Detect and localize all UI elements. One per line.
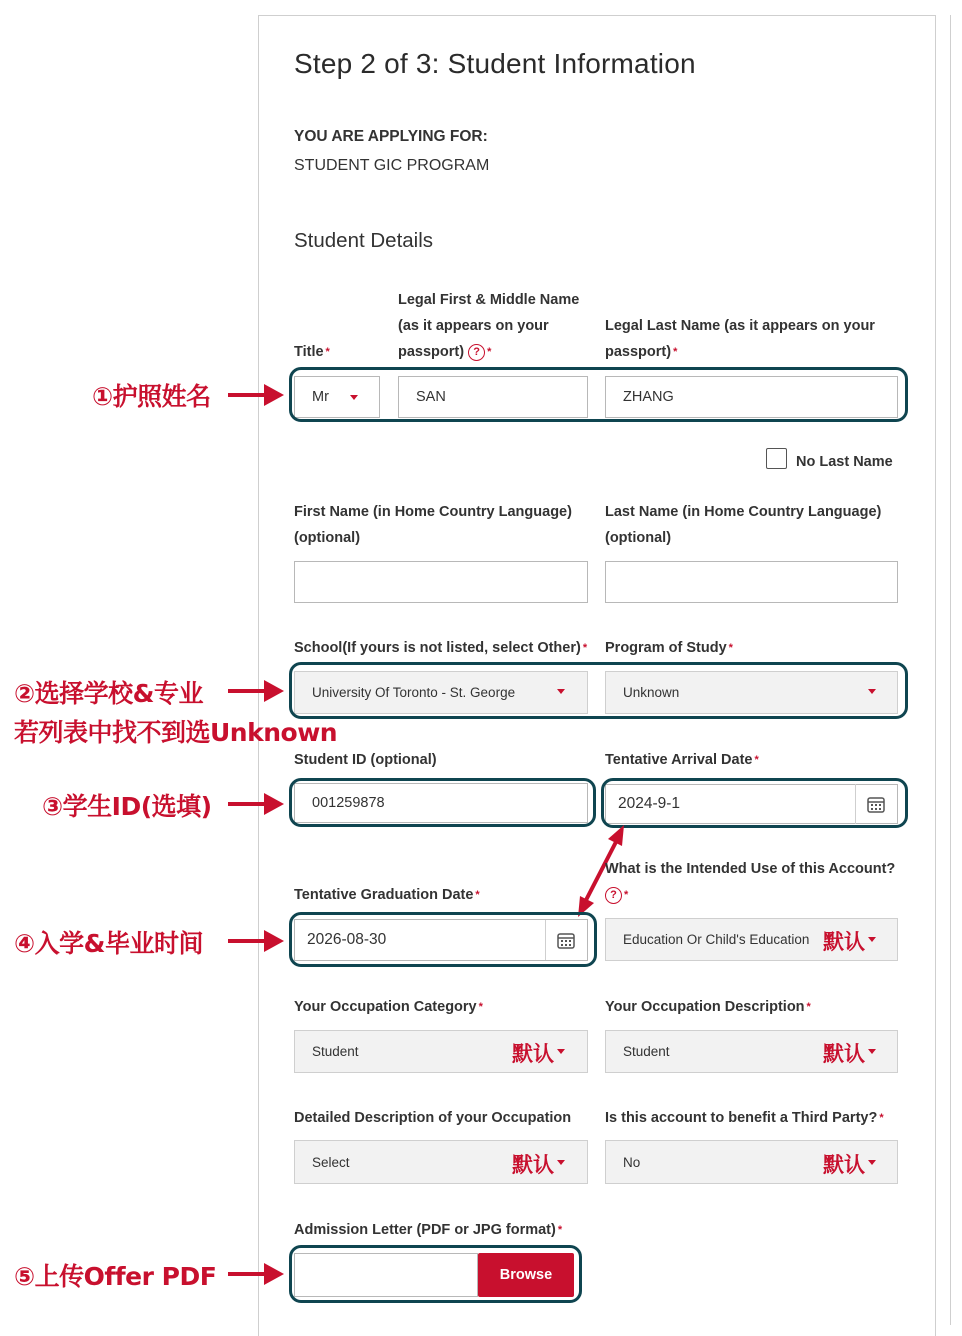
- title-label: Title *: [294, 344, 330, 360]
- chevron-down-icon: [868, 1160, 876, 1165]
- highlight-graduation: [289, 912, 597, 967]
- annotation-upload: ⑤上传Offer PDF: [14, 1262, 217, 1291]
- first-name-label: Legal First & Middle Name (as it appears on your passport) ? *: [398, 292, 580, 360]
- default-tag: 默认: [512, 1042, 554, 1066]
- student-id-input[interactable]: 001259878: [294, 783, 588, 823]
- chevron-down-icon: [557, 1049, 565, 1054]
- arrow-line: [228, 802, 268, 806]
- highlight-arrival: [601, 778, 908, 828]
- arrow-line: [228, 1272, 268, 1276]
- last-name-input[interactable]: ZHANG: [605, 376, 898, 418]
- third-party-select[interactable]: No: [605, 1140, 898, 1184]
- highlight-school: [289, 662, 908, 719]
- school-select[interactable]: University Of Toronto - St. George: [294, 671, 588, 714]
- home-first-label: First Name (in Home Country Language) (optional): [294, 504, 572, 546]
- arrow-line: [228, 689, 268, 693]
- arrival-label: Tentative Arrival Date *: [605, 752, 759, 768]
- arrow-right-icon: [264, 930, 284, 952]
- detailed-desc-select[interactable]: Select: [294, 1140, 588, 1184]
- default-tag: 默认: [512, 1153, 554, 1177]
- annotation-unknown-hint: 若列表中找不到选Unknown: [14, 718, 338, 747]
- annotation-dates: ④入学&毕业时间: [14, 929, 203, 958]
- highlight-student-id: [289, 778, 596, 827]
- arrow-line: [228, 393, 268, 397]
- highlight-admission: [289, 1245, 582, 1303]
- student-id-label: Student ID (optional): [294, 752, 437, 768]
- chevron-down-icon: [868, 937, 876, 942]
- arrow-line: [228, 939, 268, 943]
- occupation-category-label: Your Occupation Category *: [294, 999, 483, 1015]
- arrow-right-icon: [264, 680, 284, 702]
- highlight-name: [289, 367, 908, 422]
- annotation-student-id: ③学生ID(选填): [42, 792, 212, 821]
- graduation-label: Tentative Graduation Date *: [294, 887, 480, 903]
- browse-button[interactable]: Browse: [478, 1253, 574, 1297]
- help-icon[interactable]: ?: [605, 887, 622, 904]
- graduation-date-input[interactable]: 2026-08-30: [294, 919, 588, 961]
- default-tag: 默认: [823, 1153, 865, 1177]
- first-name-input[interactable]: SAN: [398, 376, 588, 418]
- no-last-name-checkbox[interactable]: [766, 448, 787, 469]
- program-label: Program of Study *: [605, 640, 733, 656]
- page-title: Step 2 of 3: Student Information: [294, 48, 696, 79]
- chevron-down-icon: [868, 1049, 876, 1054]
- annotation-school: ②选择学校&专业: [14, 679, 203, 708]
- applying-label: YOU ARE APPLYING FOR:: [294, 128, 488, 145]
- arrow-right-icon: [264, 1263, 284, 1285]
- occupation-desc-select[interactable]: Student: [605, 1030, 898, 1073]
- arrival-date-input[interactable]: 2024-9-1: [605, 784, 898, 824]
- arrow-right-icon: [264, 793, 284, 815]
- applying-value: STUDENT GIC PROGRAM: [294, 157, 490, 174]
- default-tag: 默认: [823, 1042, 865, 1066]
- arrow-right-icon: [264, 384, 284, 406]
- default-tag: 默认: [823, 930, 865, 954]
- chevron-down-icon: [557, 1160, 565, 1165]
- no-last-name-label: No Last Name: [796, 454, 893, 470]
- intended-use-select[interactable]: Education Or Child's Education: [605, 918, 898, 961]
- last-name-label: Legal Last Name (as it appears on your passport) *: [605, 318, 875, 360]
- school-label: School(If yours is not listed, select Other) *: [294, 640, 588, 656]
- occupation-category-select[interactable]: Student: [294, 1030, 588, 1073]
- intended-use-label: What is the Intended Use of this Account? ? *: [605, 856, 925, 908]
- help-icon[interactable]: ?: [468, 344, 485, 361]
- home-last-input[interactable]: [605, 561, 898, 603]
- third-party-label: Is this account to benefit a Third Party? *: [605, 1110, 884, 1126]
- right-divider: [950, 15, 951, 1325]
- home-first-input[interactable]: [294, 561, 588, 603]
- home-last-label: Last Name (in Home Country Language) (optional): [605, 504, 882, 546]
- program-select[interactable]: Unknown: [605, 671, 898, 714]
- annotation-passport-name: ①护照姓名: [92, 382, 211, 411]
- admission-label: Admission Letter (PDF or JPG format) *: [294, 1222, 563, 1238]
- occupation-desc-label: Your Occupation Description *: [605, 999, 811, 1015]
- detailed-desc-label: Detailed Description of your Occupation: [294, 1110, 572, 1126]
- title-select[interactable]: Mr: [294, 376, 380, 418]
- section-title: Student Details: [294, 229, 434, 252]
